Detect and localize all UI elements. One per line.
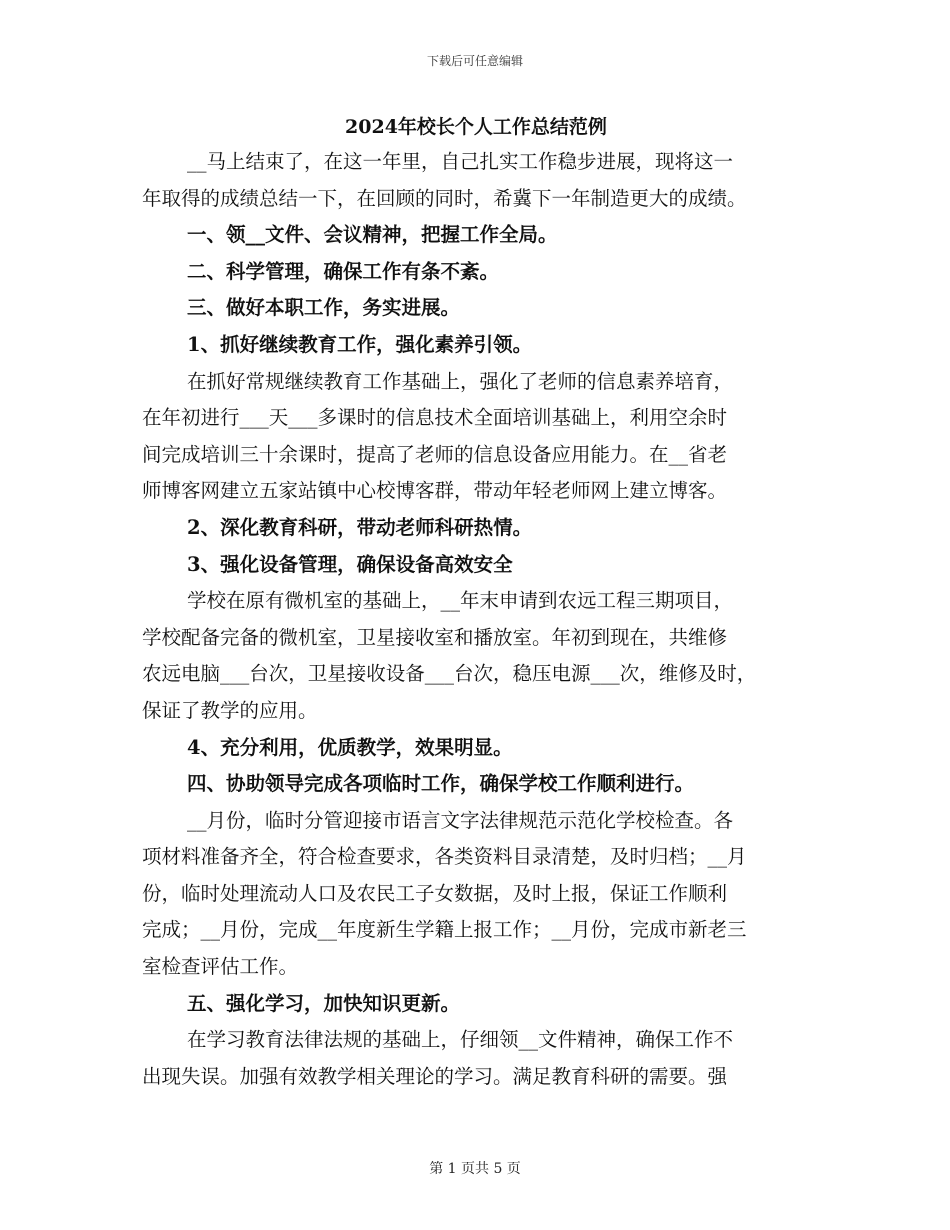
- section-heading: 五、强化学习，加快知识更新。: [187, 991, 461, 1015]
- document-title: 2024年校长个人工作总结范例: [345, 116, 607, 138]
- paragraph-line: 完成；__月份，完成__年度新生学籍上报工作；__月份，完成市新老三: [142, 918, 747, 942]
- paragraph-line: 项材料准备齐全，符合检查要求，各类资料目录清楚，及时归档；__月: [142, 845, 747, 869]
- paragraph-line: 师博客网建立五家站镇中心校博客群，带动年轻老师网上建立博客。: [142, 479, 728, 503]
- paragraph-line: 学校在原有微机室的基础上，__年末申请到农远工程三期项目，: [187, 589, 734, 613]
- page-header-note: 下载后可任意编辑: [426, 54, 523, 68]
- subsection-heading: 2、深化教育科研，带动老师科研热情。: [187, 515, 533, 539]
- paragraph-line: 出现失误。加强有效教学相关理论的学习。满足教育科研的需要。强: [142, 1064, 728, 1088]
- paragraph-line: __马上结束了，在这一年里，自己扎实工作稳步进展，现将这一: [187, 150, 734, 173]
- paragraph-line: 保证了教学的应用。: [142, 698, 318, 722]
- paragraph-line: 学校配备完备的微机室，卫星接收室和播放室。年初到现在，共维修: [142, 625, 728, 649]
- paragraph-line: 在学习教育法律法规的基础上，仔细领__文件精神，确保工作不: [187, 1028, 734, 1052]
- subsection-heading: 1、抓好继续教育工作，强化素养引领。: [187, 332, 533, 356]
- paragraph-line: 农远电脑___台次，卫星接收设备___台次，稳压电源___次，维修及时，: [142, 662, 757, 686]
- subsection-heading: 3、强化设备管理，确保设备高效安全: [187, 552, 513, 576]
- section-heading: 一、领__文件、会议精神，把握工作全局。: [187, 223, 558, 247]
- paragraph-line: 年取得的成绩总结一下，在回顾的同时，希冀下一年制造更大的成绩。: [142, 186, 747, 210]
- section-heading: 四、协助领导完成各项临时工作，确保学校工作顺利进行。: [187, 772, 695, 796]
- paragraph-line: 份，临时处理流动人口及农民工子女数据，及时上报，保证工作顺利: [142, 881, 728, 905]
- section-heading: 三、做好本职工作，务实进展。: [187, 296, 461, 320]
- paragraph-line: 在年初进行___天___多课时的信息技术全面培训基础上，利用空余时: [142, 406, 728, 430]
- paragraph-line: 在抓好常规继续教育工作基础上，强化了老师的信息素养培育，: [187, 369, 734, 393]
- paragraph-line: 室检查评估工作。: [142, 955, 299, 979]
- paragraph-line: __月份，临时分管迎接市语言文字法律规范示范化学校检查。各: [187, 808, 734, 832]
- subsection-heading: 4、充分利用，优质教学，效果明显。: [187, 735, 513, 759]
- document-body: [142, 112, 810, 1095]
- section-heading: 二、科学管理，确保工作有条不紊。: [187, 259, 500, 283]
- paragraph-line: 间完成培训三十余课时，提高了老师的信息设备应用能力。在__省老: [142, 442, 728, 466]
- page-footer: 第 1 页共 5 页: [429, 1161, 521, 1177]
